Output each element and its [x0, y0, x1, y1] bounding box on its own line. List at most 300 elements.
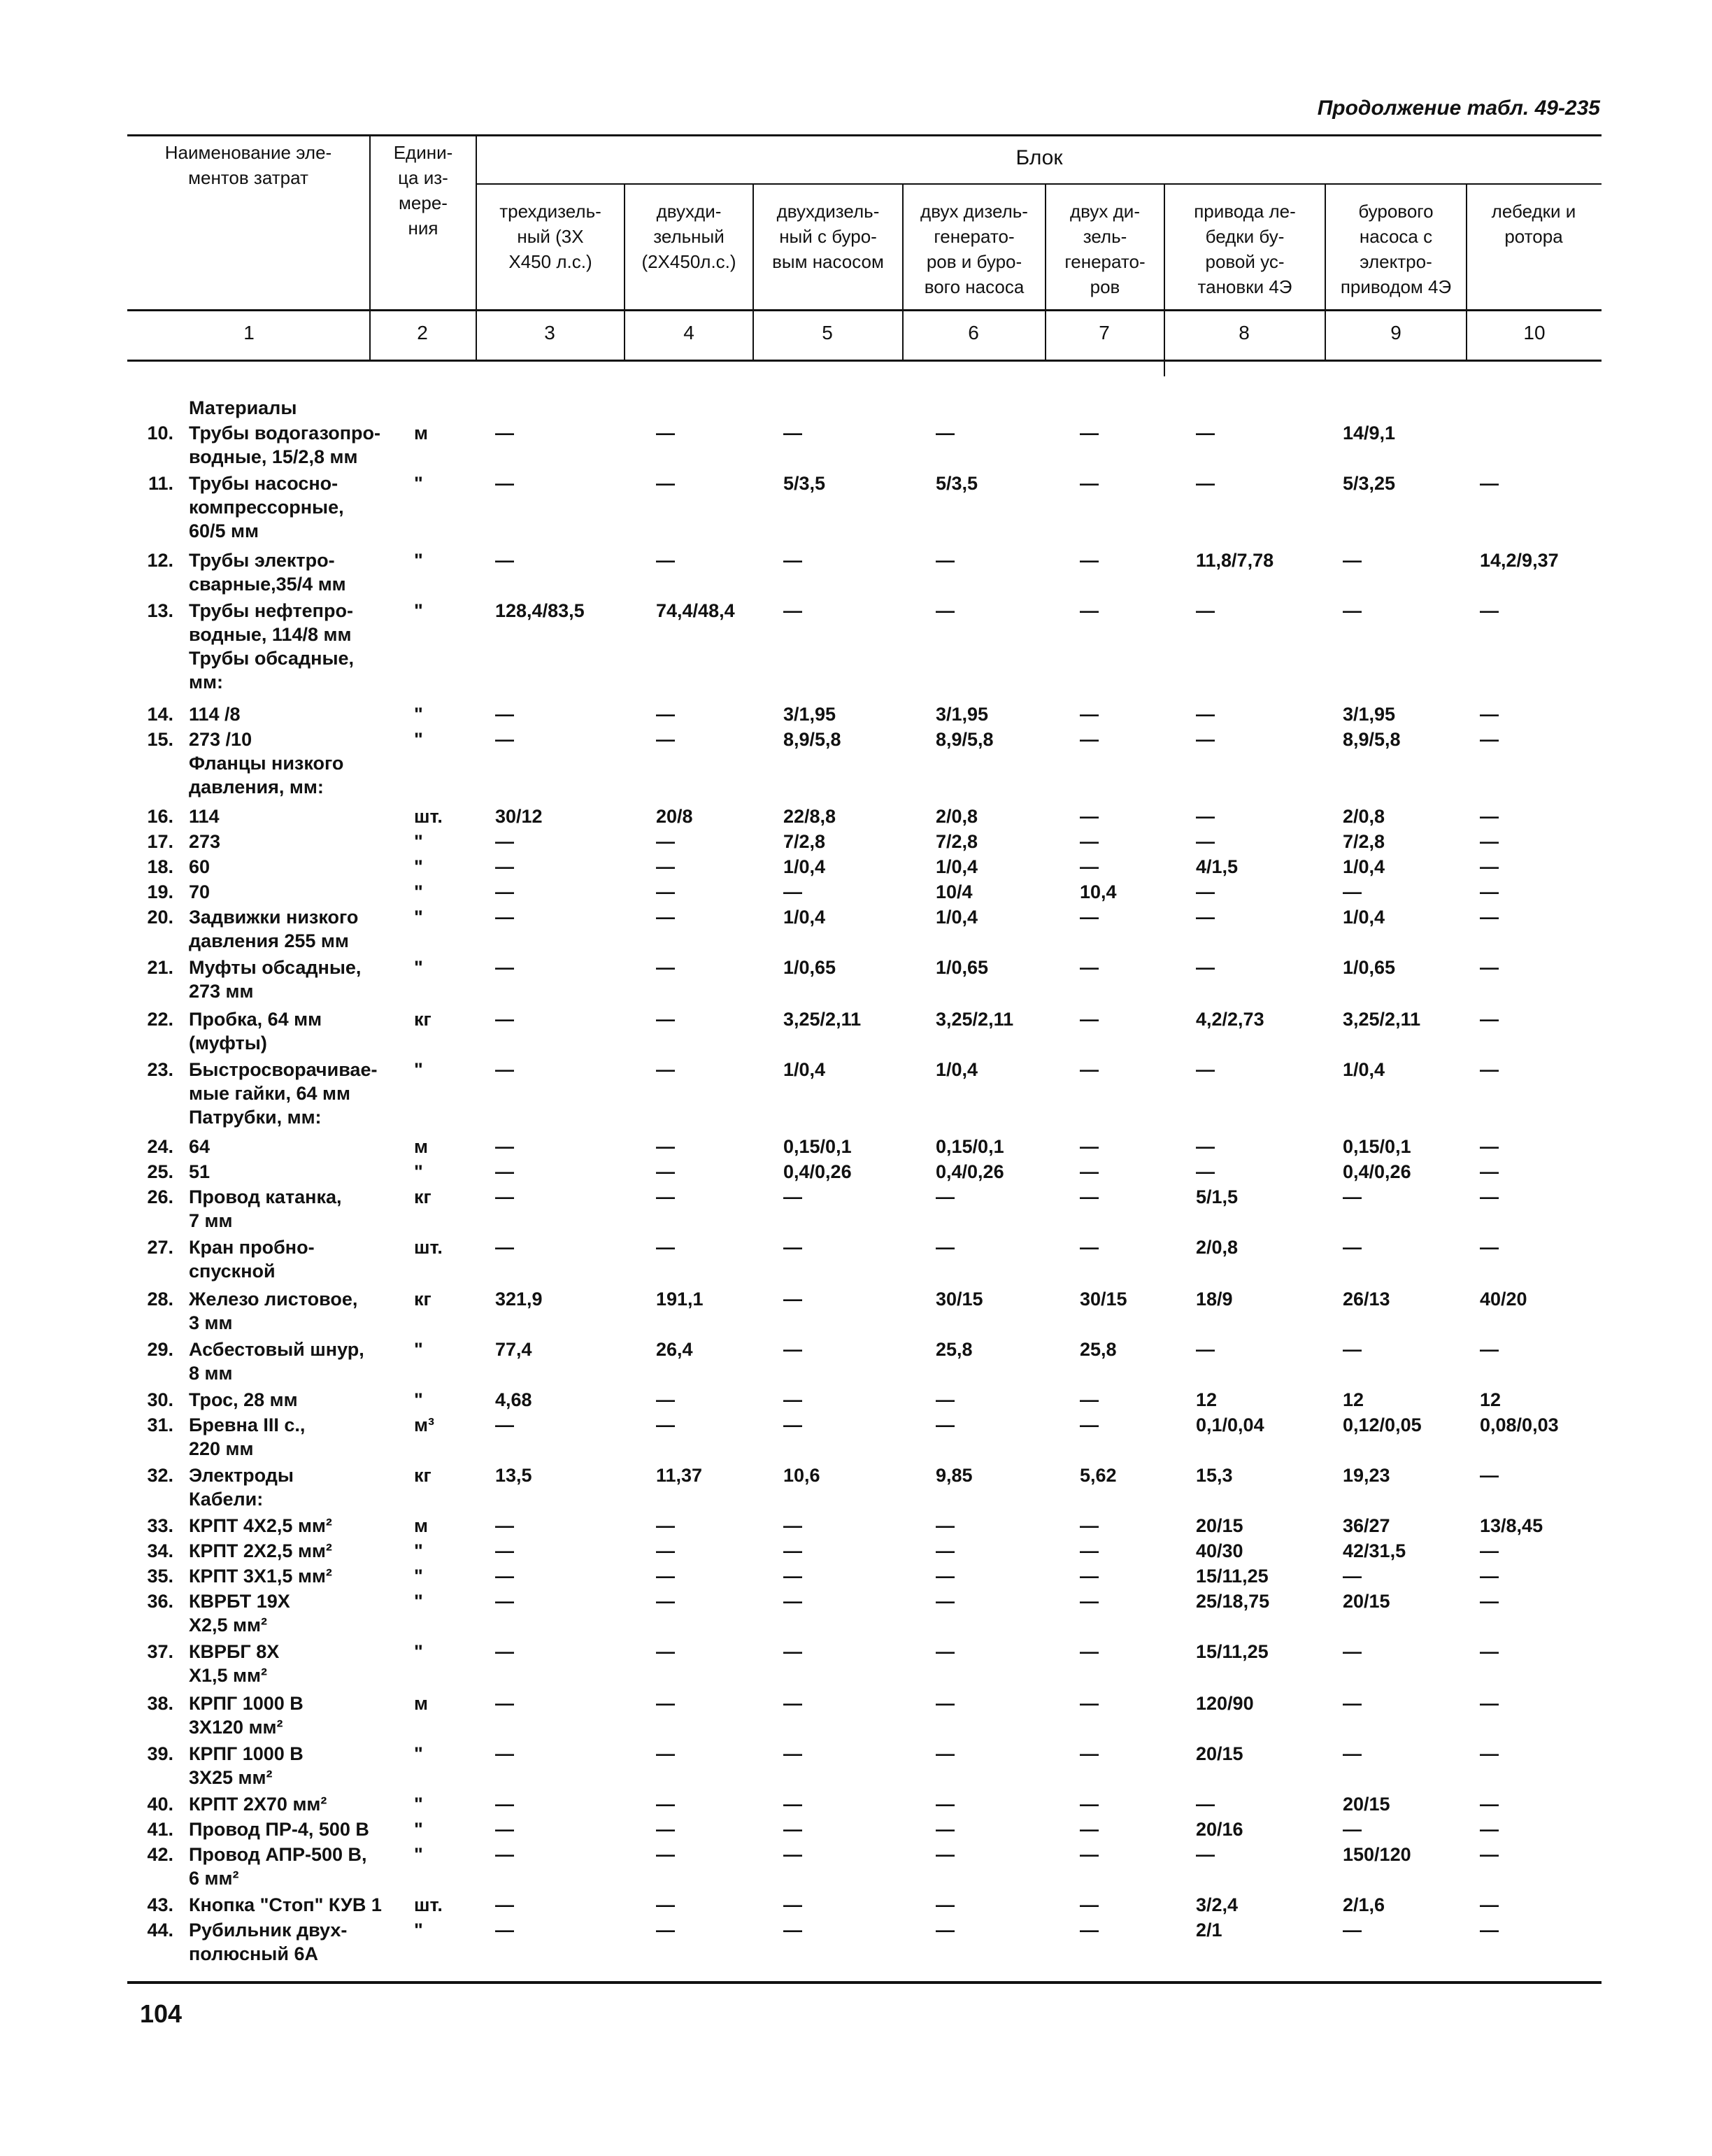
row-value-col-9: 7/2,8 — [1343, 831, 1385, 852]
row-value-col-8: 5/1,5 — [1196, 1186, 1239, 1207]
row-value-col-7: 5,62 — [1080, 1465, 1117, 1486]
row-name: Асбестовый шнур, 8 мм — [189, 1339, 364, 1384]
row-number: 26. — [147, 1186, 173, 1207]
row-value-col-7: — — [1080, 1540, 1099, 1561]
row-value-col-3: 321,9 — [495, 1289, 543, 1310]
row-name: Рубильник двух- полюсный 6А — [189, 1920, 348, 1964]
row-value-col-9: 19,23 — [1343, 1465, 1390, 1486]
row-value-col-8: — — [1196, 1059, 1215, 1080]
row-name: Трубы нефтепро- водные, 114/8 мм Трубы обсадные, мм: — [189, 600, 355, 693]
row-value-col-6: — — [936, 1693, 955, 1714]
row-unit: м — [414, 1136, 428, 1157]
row-value-col-5: — — [783, 1894, 802, 1915]
row-number: 33. — [147, 1515, 173, 1536]
row-name: КВРБГ 8Х Х1,5 мм² — [189, 1641, 280, 1686]
row-value-col-6: — — [936, 1894, 955, 1915]
row-value-col-9: — — [1343, 1339, 1362, 1360]
row-unit: " — [414, 1339, 423, 1360]
col-number-2: 2 — [417, 322, 428, 343]
row-name: 114 — [189, 806, 220, 827]
row-value-col-6: — — [936, 423, 955, 444]
col-number-1: 1 — [243, 322, 255, 343]
row-value-col-7: — — [1080, 1693, 1099, 1714]
row-name: Материалы — [189, 397, 297, 418]
row-value-col-3: — — [495, 1894, 514, 1915]
row-number: 38. — [147, 1693, 173, 1714]
row-value-col-3: — — [495, 729, 514, 750]
row-value-col-9: — — [1343, 600, 1362, 621]
row-value-col-10: 0,08/0,03 — [1480, 1414, 1559, 1435]
row-value-col-8: — — [1196, 881, 1215, 902]
row-name: 51 — [189, 1161, 211, 1182]
row-value-col-7: — — [1080, 1641, 1099, 1662]
row-value-col-6: 0,4/0,26 — [936, 1161, 1004, 1182]
row-value-col-8: 20/15 — [1196, 1743, 1243, 1764]
row-value-col-8: 40/30 — [1196, 1540, 1243, 1561]
row-value-col-8: — — [1196, 1844, 1215, 1865]
row-value-col-9: 20/15 — [1343, 1794, 1390, 1815]
row-value-col-4: — — [656, 907, 675, 928]
row-value-col-8: 4,2/2,73 — [1196, 1009, 1264, 1030]
row-value-col-8: 4/1,5 — [1196, 856, 1239, 877]
row-value-col-4: — — [656, 1566, 675, 1587]
row-number: 17. — [147, 831, 173, 852]
row-value-col-3: — — [495, 473, 514, 494]
row-value-col-10: — — [1480, 856, 1499, 877]
row-value-col-9: — — [1343, 1920, 1362, 1941]
row-value-col-4: 26,4 — [656, 1339, 693, 1360]
row-name: 114 /8 — [189, 704, 241, 725]
row-value-col-9: — — [1343, 881, 1362, 902]
row-value-col-8: 0,1/0,04 — [1196, 1414, 1264, 1435]
row-value-col-10: — — [1480, 1894, 1499, 1915]
row-value-col-8: — — [1196, 1161, 1215, 1182]
row-number: 28. — [147, 1289, 173, 1310]
col-number-10: 10 — [1523, 322, 1546, 343]
row-value-col-8: — — [1196, 473, 1215, 494]
row-value-col-5: 0,4/0,26 — [783, 1161, 852, 1182]
row-name: Провод ПР-4, 500 В — [189, 1819, 369, 1840]
row-unit: " — [414, 729, 423, 750]
row-value-col-6: 2/0,8 — [936, 806, 978, 827]
row-value-col-5: — — [783, 1566, 802, 1587]
row-value-col-6: 1/0,65 — [936, 957, 989, 978]
row-value-col-5: — — [783, 1693, 802, 1714]
col-number-6: 6 — [968, 322, 979, 343]
row-value-col-3: 30/12 — [495, 806, 543, 827]
row-unit: " — [414, 1819, 423, 1840]
col-number-8: 8 — [1239, 322, 1250, 343]
row-name: 273 /10 Фланцы низкого давления, мм: — [189, 729, 344, 797]
row-value-col-5: — — [783, 550, 802, 571]
header-unit: Едини- ца из- мере- ния — [393, 142, 453, 239]
row-value-col-4: — — [656, 1389, 675, 1410]
table-continuation-caption: Продолжение табл. 49-235 — [1317, 97, 1600, 120]
row-value-col-5: — — [783, 1794, 802, 1815]
row-unit: " — [414, 957, 423, 978]
row-value-col-3: — — [495, 1515, 514, 1536]
row-value-col-7: — — [1080, 806, 1099, 827]
row-value-col-4: — — [656, 957, 675, 978]
row-value-col-6: 5/3,5 — [936, 473, 978, 494]
row-number: 12. — [147, 550, 173, 571]
row-number: 22. — [147, 1009, 173, 1030]
row-value-col-3: — — [495, 1641, 514, 1662]
row-value-col-9: 12 — [1343, 1389, 1364, 1410]
row-value-col-9: 3/1,95 — [1343, 704, 1396, 725]
row-value-col-5: 3/1,95 — [783, 704, 836, 725]
row-value-col-9: — — [1343, 1566, 1362, 1587]
row-value-col-6: 3/1,95 — [936, 704, 989, 725]
row-value-col-3: — — [495, 856, 514, 877]
row-value-col-4: — — [656, 881, 675, 902]
row-unit: " — [414, 1540, 423, 1561]
row-number: 29. — [147, 1339, 173, 1360]
row-value-col-3: — — [495, 1794, 514, 1815]
row-name: 60 — [189, 856, 211, 877]
row-value-col-7: — — [1080, 550, 1099, 571]
row-value-col-10: — — [1480, 881, 1499, 902]
row-value-col-10: — — [1480, 1641, 1499, 1662]
row-value-col-4: — — [656, 1920, 675, 1941]
row-value-col-6: — — [936, 550, 955, 571]
row-value-col-4: — — [656, 1794, 675, 1815]
row-value-col-7: — — [1080, 729, 1099, 750]
header-col-8: привода ле- бедки бу- ровой ус- тановки 4Э — [1194, 201, 1296, 297]
row-unit: м — [414, 423, 428, 444]
row-unit: " — [414, 1389, 423, 1410]
row-value-col-9: 8,9/5,8 — [1343, 729, 1401, 750]
row-value-col-10: — — [1480, 1566, 1499, 1587]
row-value-col-10: — — [1480, 1339, 1499, 1360]
row-name: 64 — [189, 1136, 211, 1157]
row-value-col-5: 1/0,4 — [783, 1059, 826, 1080]
row-number: 11. — [148, 473, 173, 494]
row-value-col-8: 3/2,4 — [1196, 1894, 1239, 1915]
row-value-col-3: — — [495, 831, 514, 852]
row-value-col-3: 4,68 — [495, 1389, 532, 1410]
row-value-col-10: — — [1480, 1186, 1499, 1207]
row-value-col-4: — — [656, 1819, 675, 1840]
row-value-col-6: 3,25/2,11 — [936, 1009, 1014, 1030]
row-value-col-3: — — [495, 1844, 514, 1865]
row-value-col-9: 1/0,4 — [1343, 907, 1385, 928]
header-col-9: бурового насоса с электро- приводом 4Э — [1340, 201, 1452, 297]
row-value-col-8: 2/1 — [1196, 1920, 1222, 1941]
row-value-col-3: — — [495, 1237, 514, 1258]
row-number: 32. — [147, 1465, 173, 1486]
row-unit: " — [414, 856, 423, 877]
row-name: 273 — [189, 831, 221, 852]
row-unit: " — [414, 600, 423, 621]
row-value-col-9: 36/27 — [1343, 1515, 1390, 1536]
row-number: 36. — [147, 1591, 173, 1612]
row-value-col-6: — — [936, 1920, 955, 1941]
row-value-col-3: — — [495, 957, 514, 978]
row-value-col-9: 1/0,4 — [1343, 856, 1385, 877]
row-value-col-4: — — [656, 729, 675, 750]
row-value-col-7: — — [1080, 1161, 1099, 1182]
row-unit: " — [414, 907, 423, 928]
row-value-col-7: — — [1080, 1389, 1099, 1410]
row-value-col-10: — — [1480, 1819, 1499, 1840]
row-name: Бревна III с., 220 мм — [189, 1414, 306, 1459]
row-value-col-4: — — [656, 1136, 675, 1157]
row-value-col-10: — — [1480, 957, 1499, 978]
row-value-col-7: — — [1080, 1237, 1099, 1258]
header-col-4: двухди- зельный (2Х450л.с.) — [641, 201, 736, 272]
row-unit: " — [414, 1920, 423, 1941]
row-name: КРПГ 1000 В 3Х25 мм² — [189, 1743, 304, 1788]
row-value-col-8: — — [1196, 831, 1215, 852]
row-value-col-4: — — [656, 1515, 675, 1536]
row-value-col-6: — — [936, 600, 955, 621]
row-value-col-5: 1/0,65 — [783, 957, 836, 978]
row-value-col-6: 1/0,4 — [936, 1059, 978, 1080]
row-unit: кг — [414, 1289, 431, 1310]
row-value-col-10: — — [1480, 1743, 1499, 1764]
row-unit: м — [414, 1515, 428, 1536]
row-value-col-4: — — [656, 1237, 675, 1258]
row-value-col-9: 0,4/0,26 — [1343, 1161, 1411, 1182]
row-value-col-4: — — [656, 423, 675, 444]
row-unit: кг — [414, 1465, 431, 1486]
row-value-col-3: 13,5 — [495, 1465, 532, 1486]
row-value-col-5: 10,6 — [783, 1465, 820, 1486]
row-unit: " — [414, 473, 423, 494]
row-value-col-5: — — [783, 1515, 802, 1536]
row-value-col-5: 22/8,8 — [783, 806, 836, 827]
row-value-col-7: — — [1080, 1515, 1099, 1536]
row-value-col-5: — — [783, 1819, 802, 1840]
row-value-col-9: 42/31,5 — [1343, 1540, 1406, 1561]
row-number: 15. — [147, 729, 173, 750]
table-bottom-rule — [127, 1981, 1602, 1984]
row-value-col-9: 20/15 — [1343, 1591, 1390, 1612]
row-value-col-8: — — [1196, 1136, 1215, 1157]
row-value-col-9: — — [1343, 1819, 1362, 1840]
row-value-col-5: — — [783, 1289, 802, 1310]
row-number: 41. — [147, 1819, 173, 1840]
row-value-col-10: — — [1480, 1794, 1499, 1815]
row-value-col-5: — — [783, 1920, 802, 1941]
row-value-col-4: — — [656, 1844, 675, 1865]
header-block: Блок — [1015, 146, 1063, 169]
row-number: 30. — [147, 1389, 173, 1410]
row-number: 34. — [147, 1540, 173, 1561]
header-col-3: трехдизель- ный (3Х Х450 л.с.) — [499, 201, 601, 272]
row-value-col-5: — — [783, 600, 802, 621]
row-value-col-8: 18/9 — [1196, 1289, 1233, 1310]
row-value-col-7: — — [1080, 1743, 1099, 1764]
row-value-col-8: — — [1196, 704, 1215, 725]
row-value-col-10: — — [1480, 1465, 1499, 1486]
row-value-col-4: — — [656, 1743, 675, 1764]
row-value-col-5: — — [783, 1186, 802, 1207]
row-value-col-6: — — [936, 1743, 955, 1764]
row-value-col-8: 20/15 — [1196, 1515, 1243, 1536]
row-number: 20. — [147, 907, 173, 928]
row-number: 43. — [147, 1894, 173, 1915]
row-value-col-3: — — [495, 1136, 514, 1157]
row-value-col-9: 3,25/2,11 — [1343, 1009, 1421, 1030]
row-value-col-3: — — [495, 1186, 514, 1207]
row-value-col-9: 0,15/0,1 — [1343, 1136, 1411, 1157]
row-name: Быстросворачивае- мые гайки, 64 мм Патрубки, мм: — [189, 1059, 378, 1128]
row-value-col-8: 120/90 — [1196, 1693, 1254, 1714]
row-number: 14. — [147, 704, 173, 725]
row-value-col-6: — — [936, 1591, 955, 1612]
row-value-col-5: 0,15/0,1 — [783, 1136, 852, 1157]
row-value-col-9: 2/0,8 — [1343, 806, 1385, 827]
row-number: 23. — [147, 1059, 173, 1080]
row-value-col-4: — — [656, 1894, 675, 1915]
row-value-col-6: — — [936, 1641, 955, 1662]
row-value-col-10: — — [1480, 831, 1499, 852]
row-value-col-8: — — [1196, 907, 1215, 928]
row-value-col-5: — — [783, 1844, 802, 1865]
row-value-col-8: 15,3 — [1196, 1465, 1233, 1486]
col-number-5: 5 — [822, 322, 833, 343]
row-value-col-5: — — [783, 1389, 802, 1410]
row-name: КРПТ 2Х2,5 мм² — [189, 1540, 332, 1561]
row-value-col-8: 11,8/7,78 — [1196, 550, 1274, 571]
row-unit: шт. — [414, 1894, 443, 1915]
row-value-col-6: — — [936, 1794, 955, 1815]
row-value-col-5: 8,9/5,8 — [783, 729, 841, 750]
row-value-col-7: — — [1080, 1819, 1099, 1840]
row-value-col-4: — — [656, 1693, 675, 1714]
row-number: 39. — [147, 1743, 173, 1764]
row-number: 19. — [147, 881, 173, 902]
row-value-col-9: — — [1343, 1237, 1362, 1258]
row-value-col-7: 25,8 — [1080, 1339, 1117, 1360]
row-value-col-4: — — [656, 856, 675, 877]
row-unit: " — [414, 1743, 423, 1764]
row-name: Пробка, 64 мм (муфты) — [189, 1009, 322, 1054]
row-value-col-10: — — [1480, 1693, 1499, 1714]
row-value-col-5: 3,25/2,11 — [783, 1009, 862, 1030]
row-value-col-8: — — [1196, 729, 1215, 750]
row-value-col-9: 1/0,65 — [1343, 957, 1396, 978]
row-value-col-7: — — [1080, 856, 1099, 877]
row-value-col-3: — — [495, 1693, 514, 1714]
row-value-col-7: — — [1080, 1059, 1099, 1080]
row-value-col-4: — — [656, 1591, 675, 1612]
row-value-col-7: — — [1080, 1920, 1099, 1941]
row-value-col-6: — — [936, 1540, 955, 1561]
row-value-col-6: — — [936, 1844, 955, 1865]
row-value-col-6: 9,85 — [936, 1465, 973, 1486]
row-value-col-6: — — [936, 1237, 955, 1258]
row-name: Трубы электро- сварные,35/4 мм — [189, 550, 346, 595]
row-value-col-3: — — [495, 1161, 514, 1182]
row-value-col-8: — — [1196, 1794, 1215, 1815]
row-value-col-9: 5/3,25 — [1343, 473, 1396, 494]
row-value-col-4: 74,4/48,4 — [656, 600, 735, 621]
row-number: 35. — [147, 1566, 173, 1587]
row-value-col-6: 1/0,4 — [936, 907, 978, 928]
header-col-5: двухдизель- ный с буро- вым насосом — [772, 201, 884, 272]
row-value-col-10: — — [1480, 1591, 1499, 1612]
page-number: 104 — [140, 1999, 183, 2028]
row-value-col-9: 150/120 — [1343, 1844, 1411, 1865]
row-name: Кнопка "Стоп" КУВ 1 — [189, 1894, 382, 1915]
row-value-col-9: — — [1343, 1743, 1362, 1764]
row-value-col-7: — — [1080, 704, 1099, 725]
row-value-col-10: — — [1480, 1161, 1499, 1182]
row-value-col-6: 8,9/5,8 — [936, 729, 994, 750]
row-value-col-4: — — [656, 831, 675, 852]
row-value-col-6: 1/0,4 — [936, 856, 978, 877]
row-value-col-3: — — [495, 1540, 514, 1561]
row-value-col-5: — — [783, 423, 802, 444]
row-number: 13. — [147, 600, 173, 621]
row-value-col-9: — — [1343, 1693, 1362, 1714]
row-value-col-9: 26/13 — [1343, 1289, 1390, 1310]
row-value-col-7: — — [1080, 473, 1099, 494]
row-value-col-5: — — [783, 1591, 802, 1612]
row-value-col-6: — — [936, 1819, 955, 1840]
row-value-col-10: — — [1480, 600, 1499, 621]
header-col-10: лебедки и ротора — [1491, 201, 1576, 247]
row-unit: " — [414, 704, 423, 725]
row-number: 16. — [147, 806, 173, 827]
row-value-col-9: 2/1,6 — [1343, 1894, 1385, 1915]
row-value-col-7: — — [1080, 1566, 1099, 1587]
row-name: Железо листовое, 3 мм — [189, 1289, 358, 1333]
row-value-col-4: 20/8 — [656, 806, 693, 827]
row-name: Электроды Кабели: — [189, 1465, 294, 1510]
row-value-col-3: — — [495, 423, 514, 444]
row-value-col-7: 10,4 — [1080, 881, 1117, 902]
row-name: Трос, 28 мм — [189, 1389, 298, 1410]
row-value-col-4: — — [656, 1161, 675, 1182]
row-value-col-8: — — [1196, 600, 1215, 621]
row-unit: м³ — [414, 1414, 434, 1435]
row-value-col-6: 10/4 — [936, 881, 973, 902]
row-value-col-6: — — [936, 1389, 955, 1410]
row-value-col-7: 30/15 — [1080, 1289, 1127, 1310]
row-value-col-5: 1/0,4 — [783, 856, 826, 877]
row-value-col-6: — — [936, 1186, 955, 1207]
row-number: 21. — [147, 957, 173, 978]
row-name: КРПТ 4Х2,5 мм² — [189, 1515, 332, 1536]
row-value-col-10: — — [1480, 1059, 1499, 1080]
row-number: 37. — [147, 1641, 173, 1662]
row-value-col-5: 7/2,8 — [783, 831, 826, 852]
row-value-col-3: — — [495, 1414, 514, 1435]
row-value-col-3: — — [495, 1009, 514, 1030]
row-unit: " — [414, 1794, 423, 1815]
row-unit: " — [414, 1641, 423, 1662]
row-unit: м — [414, 1693, 428, 1714]
row-value-col-10: — — [1480, 1920, 1499, 1941]
row-name: Трубы водогазопро- водные, 15/2,8 мм — [189, 423, 380, 467]
row-name: Трубы насосно- компрессорные, 60/5 мм — [189, 473, 344, 541]
row-value-col-7: — — [1080, 423, 1099, 444]
row-value-col-7: — — [1080, 1136, 1099, 1157]
col-number-9: 9 — [1390, 322, 1401, 343]
row-value-col-3: — — [495, 907, 514, 928]
row-value-col-6: 30/15 — [936, 1289, 983, 1310]
row-value-col-10: — — [1480, 704, 1499, 725]
row-name: Кран пробно- спускной — [189, 1237, 315, 1282]
header-cost-elements: Наименование эле- ментов затрат — [164, 142, 332, 188]
row-value-col-3: 77,4 — [495, 1339, 532, 1360]
row-number: 42. — [147, 1844, 173, 1865]
row-value-col-6: — — [936, 1566, 955, 1587]
